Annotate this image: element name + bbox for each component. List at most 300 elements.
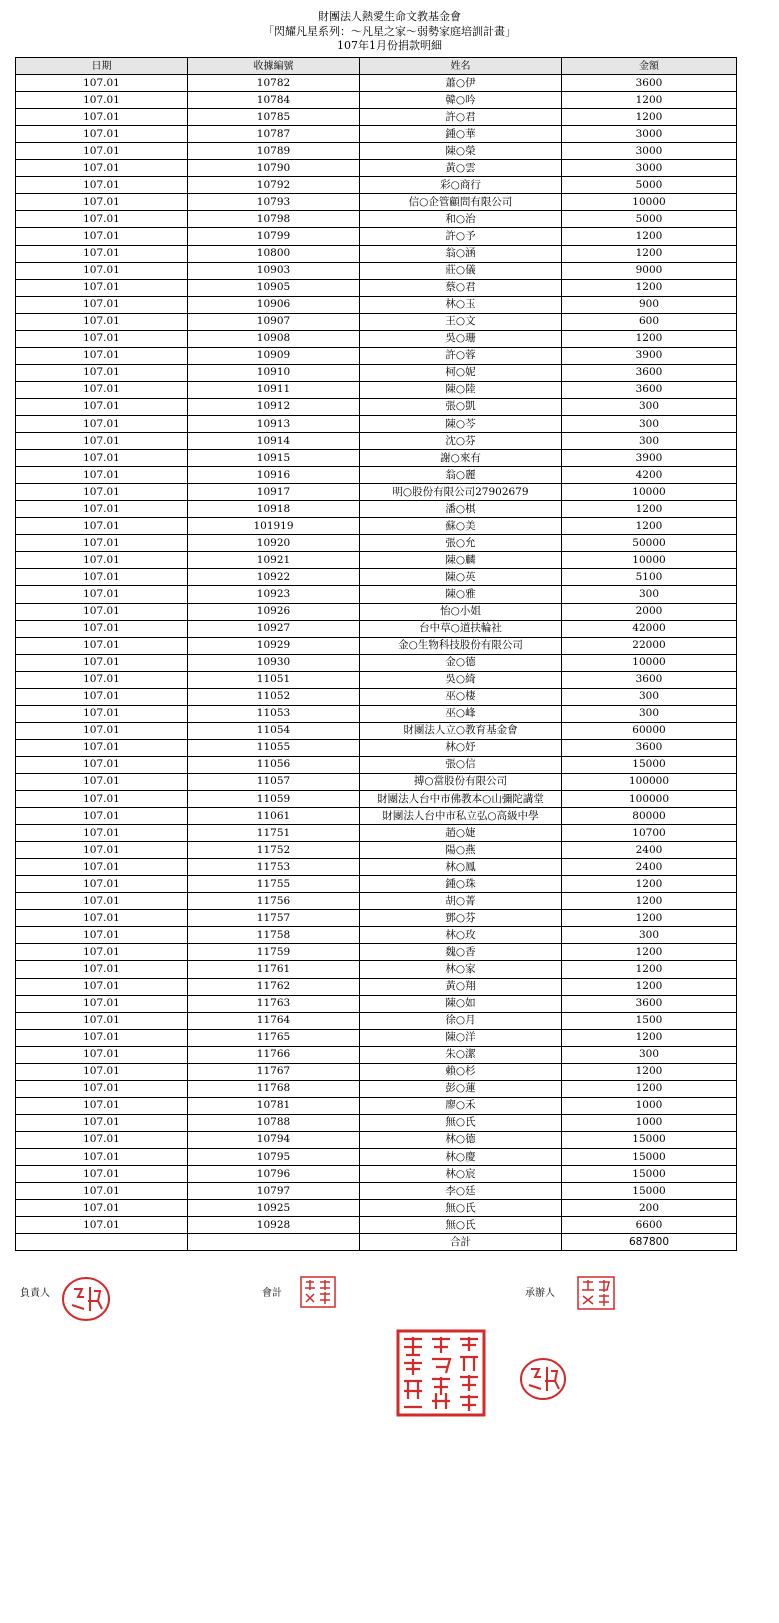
row-amount: 3900 xyxy=(562,450,737,467)
row-date: 107.01 xyxy=(16,705,188,722)
row-date: 107.01 xyxy=(16,1012,188,1029)
row-receipt: 11757 xyxy=(188,910,360,927)
table-row xyxy=(16,143,737,160)
row-name: 林○鳳 xyxy=(360,859,562,876)
row-receipt: 11057 xyxy=(188,773,360,790)
table-row xyxy=(16,381,737,398)
row-date: 107.01 xyxy=(16,961,188,978)
row-date: 107.01 xyxy=(16,347,188,364)
row-name: 蔡○君 xyxy=(360,279,562,296)
table-header-row xyxy=(16,58,737,75)
row-name: 林○妤 xyxy=(360,739,562,756)
row-amount: 22000 xyxy=(562,637,737,654)
column-header-name: 姓名 xyxy=(360,58,562,75)
row-date: 107.01 xyxy=(16,467,188,484)
table-row xyxy=(16,876,737,893)
table-row xyxy=(16,859,737,876)
row-name: 金○生物科技股份有限公司 xyxy=(360,637,562,654)
row-date: 107.01 xyxy=(16,126,188,143)
row-date: 107.01 xyxy=(16,637,188,654)
row-date: 107.01 xyxy=(16,722,188,739)
row-date: 107.01 xyxy=(16,1046,188,1063)
table-row xyxy=(16,501,737,518)
row-amount: 1200 xyxy=(562,1080,737,1097)
table-row xyxy=(16,552,737,569)
row-date: 107.01 xyxy=(16,1217,188,1234)
row-amount: 4200 xyxy=(562,467,737,484)
row-date: 107.01 xyxy=(16,160,188,177)
row-receipt: 11764 xyxy=(188,1012,360,1029)
row-amount: 300 xyxy=(562,433,737,450)
row-date: 107.01 xyxy=(16,109,188,126)
row-name: 莊○儀 xyxy=(360,262,562,279)
table-row xyxy=(16,1131,737,1148)
row-date: 107.01 xyxy=(16,1097,188,1114)
row-name: 張○允 xyxy=(360,535,562,552)
table-row xyxy=(16,825,737,842)
row-date: 107.01 xyxy=(16,296,188,313)
row-receipt: 11765 xyxy=(188,1029,360,1046)
table-row xyxy=(16,1029,737,1046)
row-amount: 3900 xyxy=(562,347,737,364)
table-row xyxy=(16,569,737,586)
row-amount: 300 xyxy=(562,705,737,722)
row-name: 翁○麗 xyxy=(360,467,562,484)
responsible-label: 負責人 xyxy=(20,1288,50,1299)
row-receipt: 11051 xyxy=(188,671,360,688)
row-amount: 100000 xyxy=(562,791,737,808)
row-date: 107.01 xyxy=(16,978,188,995)
row-amount: 1200 xyxy=(562,228,737,245)
table-row xyxy=(16,1183,737,1200)
table-row xyxy=(16,262,737,279)
row-date: 107.01 xyxy=(16,739,188,756)
row-receipt: 11061 xyxy=(188,808,360,825)
row-date: 107.01 xyxy=(16,501,188,518)
row-receipt: 11054 xyxy=(188,722,360,739)
row-amount: 900 xyxy=(562,296,737,313)
row-date: 107.01 xyxy=(16,893,188,910)
row-date: 107.01 xyxy=(16,586,188,603)
table-row xyxy=(16,1080,737,1097)
row-amount: 3000 xyxy=(562,160,737,177)
chairman-seal-icon xyxy=(518,1356,568,1402)
row-receipt: 10789 xyxy=(188,143,360,160)
table-row xyxy=(16,705,737,722)
row-date: 107.01 xyxy=(16,194,188,211)
row-name: 許○君 xyxy=(360,109,562,126)
row-amount: 5000 xyxy=(562,211,737,228)
row-date: 107.01 xyxy=(16,415,188,432)
row-amount: 5000 xyxy=(562,177,737,194)
row-receipt: 10794 xyxy=(188,1131,360,1148)
row-amount: 300 xyxy=(562,398,737,415)
org-title: 財團法人熱愛生命文教基金會 xyxy=(318,10,461,23)
row-receipt: 10781 xyxy=(188,1097,360,1114)
total-row xyxy=(16,1234,737,1251)
table-row xyxy=(16,92,737,109)
row-name: 韓○吟 xyxy=(360,92,562,109)
row-date: 107.01 xyxy=(16,569,188,586)
row-receipt: 11767 xyxy=(188,1063,360,1080)
row-name: 黃○翔 xyxy=(360,978,562,995)
row-date: 107.01 xyxy=(16,1029,188,1046)
table-row xyxy=(16,1114,737,1131)
row-name: 無○氏 xyxy=(360,1114,562,1131)
table-row xyxy=(16,688,737,705)
row-date: 107.01 xyxy=(16,1149,188,1166)
table-row xyxy=(16,739,737,756)
row-amount: 3600 xyxy=(562,739,737,756)
table-row xyxy=(16,893,737,910)
row-receipt: 11055 xyxy=(188,739,360,756)
row-date: 107.01 xyxy=(16,211,188,228)
row-amount: 3000 xyxy=(562,143,737,160)
row-amount: 1000 xyxy=(562,1114,737,1131)
row-amount: 50000 xyxy=(562,535,737,552)
row-name: 林○家 xyxy=(360,961,562,978)
row-amount: 1200 xyxy=(562,961,737,978)
row-name: 陽○燕 xyxy=(360,842,562,859)
row-receipt: 11761 xyxy=(188,961,360,978)
row-amount: 1200 xyxy=(562,279,737,296)
row-amount: 1200 xyxy=(562,109,737,126)
row-name: 李○廷 xyxy=(360,1183,562,1200)
row-name: 巫○峰 xyxy=(360,705,562,722)
row-amount: 15000 xyxy=(562,1166,737,1183)
row-receipt: 10788 xyxy=(188,1114,360,1131)
row-receipt: 10909 xyxy=(188,347,360,364)
row-date: 107.01 xyxy=(16,1063,188,1080)
row-receipt: 11751 xyxy=(188,825,360,842)
row-amount: 1200 xyxy=(562,1029,737,1046)
row-name: 林○慶 xyxy=(360,1149,562,1166)
row-name: 柯○妮 xyxy=(360,364,562,381)
row-name: 陳○榮 xyxy=(360,143,562,160)
row-amount: 42000 xyxy=(562,620,737,637)
row-receipt: 10903 xyxy=(188,262,360,279)
row-amount: 1200 xyxy=(562,1063,737,1080)
row-receipt: 101919 xyxy=(188,518,360,535)
row-amount: 15000 xyxy=(562,1131,737,1148)
table-row xyxy=(16,484,737,501)
row-amount: 1200 xyxy=(562,978,737,995)
row-date: 107.01 xyxy=(16,330,188,347)
row-amount: 200 xyxy=(562,1200,737,1217)
row-name: 許○蓉 xyxy=(360,347,562,364)
row-date: 107.01 xyxy=(16,228,188,245)
table-row xyxy=(16,194,737,211)
row-amount: 1200 xyxy=(562,501,737,518)
row-date: 107.01 xyxy=(16,603,188,620)
row-date: 107.01 xyxy=(16,1114,188,1131)
row-receipt: 10911 xyxy=(188,381,360,398)
row-name: 吳○綺 xyxy=(360,671,562,688)
row-name: 賴○杉 xyxy=(360,1063,562,1080)
table-row xyxy=(16,330,737,347)
row-name: 搏○當股份有限公司 xyxy=(360,773,562,790)
row-amount: 1200 xyxy=(562,92,737,109)
table-row xyxy=(16,1012,737,1029)
row-date: 107.01 xyxy=(16,842,188,859)
row-receipt: 10795 xyxy=(188,1149,360,1166)
table-row xyxy=(16,620,737,637)
row-date: 107.01 xyxy=(16,535,188,552)
table-row xyxy=(16,910,737,927)
row-date: 107.01 xyxy=(16,773,188,790)
row-receipt: 10785 xyxy=(188,109,360,126)
row-receipt: 10906 xyxy=(188,296,360,313)
handler-seal-icon xyxy=(577,1276,615,1310)
row-receipt: 10921 xyxy=(188,552,360,569)
row-name: 林○德 xyxy=(360,1131,562,1148)
period-title: 107年1月份捐款明細 xyxy=(337,39,442,52)
row-name: 翁○涵 xyxy=(360,245,562,262)
row-receipt: 10782 xyxy=(188,75,360,92)
donation-table xyxy=(15,57,737,1251)
row-receipt: 11752 xyxy=(188,842,360,859)
row-amount: 2400 xyxy=(562,859,737,876)
row-name: 陳○如 xyxy=(360,995,562,1012)
table-row xyxy=(16,296,737,313)
row-amount: 9000 xyxy=(562,262,737,279)
row-amount: 10000 xyxy=(562,194,737,211)
row-receipt: 11756 xyxy=(188,893,360,910)
table-row xyxy=(16,177,737,194)
column-header-date: 日期 xyxy=(16,58,188,75)
row-receipt: 11056 xyxy=(188,756,360,773)
row-amount: 3600 xyxy=(562,381,737,398)
row-name: 陳○芩 xyxy=(360,415,562,432)
row-receipt: 10915 xyxy=(188,450,360,467)
row-amount: 1500 xyxy=(562,1012,737,1029)
row-date: 107.01 xyxy=(16,620,188,637)
row-name: 鍾○珠 xyxy=(360,876,562,893)
row-date: 107.01 xyxy=(16,654,188,671)
column-header-receipt: 收據編號 xyxy=(188,58,360,75)
row-receipt: 10926 xyxy=(188,603,360,620)
row-name: 無○氏 xyxy=(360,1217,562,1234)
row-date: 107.01 xyxy=(16,398,188,415)
row-amount: 10000 xyxy=(562,552,737,569)
row-name: 陳○英 xyxy=(360,569,562,586)
row-amount: 3600 xyxy=(562,995,737,1012)
table-row xyxy=(16,160,737,177)
row-date: 107.01 xyxy=(16,279,188,296)
row-date: 107.01 xyxy=(16,927,188,944)
row-date: 107.01 xyxy=(16,92,188,109)
row-amount: 15000 xyxy=(562,1149,737,1166)
table-row xyxy=(16,75,737,92)
handler-label: 承辦人 xyxy=(525,1288,555,1299)
row-amount: 15000 xyxy=(562,1183,737,1200)
table-row xyxy=(16,535,737,552)
row-date: 107.01 xyxy=(16,859,188,876)
row-name: 沈○芬 xyxy=(360,433,562,450)
row-amount: 2000 xyxy=(562,603,737,620)
row-name: 胡○菁 xyxy=(360,893,562,910)
table-body xyxy=(16,75,737,1234)
table-row xyxy=(16,313,737,330)
row-receipt: 10905 xyxy=(188,279,360,296)
row-amount: 1200 xyxy=(562,330,737,347)
table-row xyxy=(16,637,737,654)
table-row xyxy=(16,1063,737,1080)
row-amount: 60000 xyxy=(562,722,737,739)
table-row xyxy=(16,1149,737,1166)
row-amount: 1000 xyxy=(562,1097,737,1114)
row-amount: 1200 xyxy=(562,518,737,535)
row-name: 林○宸 xyxy=(360,1166,562,1183)
row-receipt: 10784 xyxy=(188,92,360,109)
row-receipt: 10796 xyxy=(188,1166,360,1183)
row-amount: 10700 xyxy=(562,825,737,842)
row-receipt: 10913 xyxy=(188,415,360,432)
row-name: 蕭○伊 xyxy=(360,75,562,92)
row-receipt: 10908 xyxy=(188,330,360,347)
table-row xyxy=(16,1200,737,1217)
table-row xyxy=(16,109,737,126)
row-name: 彩○商行 xyxy=(360,177,562,194)
row-amount: 300 xyxy=(562,586,737,603)
foundation-seal-icon xyxy=(396,1329,486,1417)
table-row xyxy=(16,995,737,1012)
row-amount: 10000 xyxy=(562,484,737,501)
row-receipt: 11759 xyxy=(188,944,360,961)
row-receipt: 10923 xyxy=(188,586,360,603)
row-receipt: 11762 xyxy=(188,978,360,995)
row-amount: 1200 xyxy=(562,910,737,927)
row-date: 107.01 xyxy=(16,671,188,688)
row-receipt: 11755 xyxy=(188,876,360,893)
row-name: 朱○潔 xyxy=(360,1046,562,1063)
table-row xyxy=(16,654,737,671)
row-receipt: 10930 xyxy=(188,654,360,671)
row-date: 107.01 xyxy=(16,313,188,330)
row-receipt: 11753 xyxy=(188,859,360,876)
row-name: 鍾○華 xyxy=(360,126,562,143)
table-row xyxy=(16,245,737,262)
row-receipt: 10928 xyxy=(188,1217,360,1234)
table-row xyxy=(16,603,737,620)
row-name: 黃○雲 xyxy=(360,160,562,177)
row-receipt: 10914 xyxy=(188,433,360,450)
row-date: 107.01 xyxy=(16,381,188,398)
row-name: 陳○洋 xyxy=(360,1029,562,1046)
row-receipt: 10907 xyxy=(188,313,360,330)
row-amount: 300 xyxy=(562,688,737,705)
row-receipt: 10917 xyxy=(188,484,360,501)
row-amount: 1200 xyxy=(562,245,737,262)
table-row xyxy=(16,1097,737,1114)
row-name: 陳○麟 xyxy=(360,552,562,569)
row-name: 財團法人台中市私立弘○高級中學 xyxy=(360,808,562,825)
table-row xyxy=(16,586,737,603)
row-receipt: 10790 xyxy=(188,160,360,177)
row-name: 財團法人立○教育基金會 xyxy=(360,722,562,739)
table-row xyxy=(16,1217,737,1234)
total-label: 合計 xyxy=(360,1234,562,1251)
row-amount: 300 xyxy=(562,927,737,944)
table-row xyxy=(16,433,737,450)
total-date-cell xyxy=(16,1234,188,1251)
row-receipt: 10799 xyxy=(188,228,360,245)
row-date: 107.01 xyxy=(16,791,188,808)
row-date: 107.01 xyxy=(16,1200,188,1217)
row-name: 明○股份有限公司27902679 xyxy=(360,484,562,501)
project-title: 「閃耀凡星系列：～凡星之家～弱勢家庭培訓計畫」 xyxy=(263,24,516,38)
row-date: 107.01 xyxy=(16,262,188,279)
row-amount: 10000 xyxy=(562,654,737,671)
row-receipt: 10800 xyxy=(188,245,360,262)
row-name: 陳○雅 xyxy=(360,586,562,603)
row-receipt: 10922 xyxy=(188,569,360,586)
row-name: 信○企管顧問有限公司 xyxy=(360,194,562,211)
table-row xyxy=(16,773,737,790)
row-receipt: 11059 xyxy=(188,791,360,808)
row-name: 怡○小姐 xyxy=(360,603,562,620)
row-amount: 600 xyxy=(562,313,737,330)
row-name: 廖○禾 xyxy=(360,1097,562,1114)
row-receipt: 10787 xyxy=(188,126,360,143)
row-receipt: 10910 xyxy=(188,364,360,381)
row-amount: 2400 xyxy=(562,842,737,859)
row-date: 107.01 xyxy=(16,1166,188,1183)
row-receipt: 11763 xyxy=(188,995,360,1012)
row-date: 107.01 xyxy=(16,756,188,773)
row-date: 107.01 xyxy=(16,552,188,569)
row-amount: 6600 xyxy=(562,1217,737,1234)
row-receipt: 10797 xyxy=(188,1183,360,1200)
table-row xyxy=(16,791,737,808)
row-receipt: 11053 xyxy=(188,705,360,722)
row-name: 彭○蓮 xyxy=(360,1080,562,1097)
row-date: 107.01 xyxy=(16,910,188,927)
row-receipt: 10793 xyxy=(188,194,360,211)
table-row xyxy=(16,808,737,825)
table-row xyxy=(16,467,737,484)
row-name: 林○玉 xyxy=(360,296,562,313)
row-amount: 3000 xyxy=(562,126,737,143)
row-amount: 3600 xyxy=(562,364,737,381)
table-row xyxy=(16,398,737,415)
row-name: 許○予 xyxy=(360,228,562,245)
row-name: 巫○棲 xyxy=(360,688,562,705)
row-date: 107.01 xyxy=(16,808,188,825)
row-receipt: 11052 xyxy=(188,688,360,705)
table-row xyxy=(16,944,737,961)
table-row xyxy=(16,1046,737,1063)
row-receipt: 10927 xyxy=(188,620,360,637)
table-row xyxy=(16,961,737,978)
row-date: 107.01 xyxy=(16,1131,188,1148)
row-receipt: 10798 xyxy=(188,211,360,228)
row-name: 台中草○道扶輪社 xyxy=(360,620,562,637)
row-date: 107.01 xyxy=(16,518,188,535)
row-receipt: 11768 xyxy=(188,1080,360,1097)
row-amount: 1200 xyxy=(562,876,737,893)
row-name: 魏○香 xyxy=(360,944,562,961)
row-amount: 15000 xyxy=(562,756,737,773)
accountant-label: 會計 xyxy=(262,1288,282,1299)
row-name: 鄧○芬 xyxy=(360,910,562,927)
row-date: 107.01 xyxy=(16,876,188,893)
table-row xyxy=(16,842,737,859)
row-date: 107.01 xyxy=(16,1183,188,1200)
row-name: 張○凱 xyxy=(360,398,562,415)
responsible-seal-icon xyxy=(60,1275,112,1323)
column-header-amount: 金額 xyxy=(562,58,737,75)
